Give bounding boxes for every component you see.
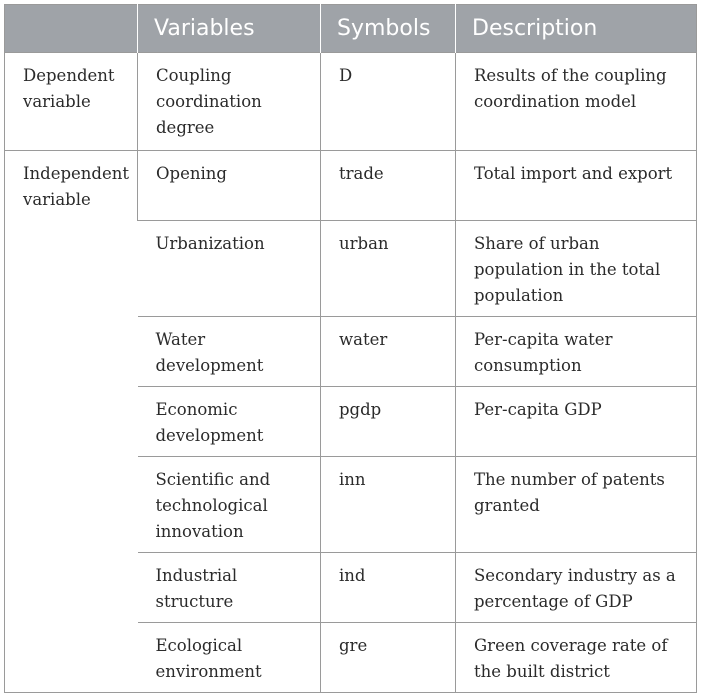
header-description: Description [456, 5, 697, 53]
description-cell: Secondary industry as a percentage of GDP [456, 553, 697, 623]
symbol-cell: water [321, 317, 456, 387]
symbol-cell: trade [321, 151, 456, 221]
table-row [5, 151, 697, 221]
description-cell: Green coverage rate of the built district [456, 623, 697, 693]
variable-cell: Urbanization [138, 221, 321, 317]
variable-cell: Opening [138, 151, 321, 221]
table-body [5, 53, 697, 693]
variable-cell: Coupling coordination degree [138, 53, 321, 151]
variables-table [4, 4, 697, 693]
header-variables: Variables [138, 5, 321, 53]
symbol-cell: inn [321, 457, 456, 553]
symbol-cell: gre [321, 623, 456, 693]
variable-cell: Water development [138, 317, 321, 387]
table-row [5, 53, 697, 151]
header-symbols: Symbols [321, 5, 456, 53]
group-label: Independent variable [5, 151, 138, 693]
variable-cell: Ecological environment [138, 623, 321, 693]
description-cell: Total import and export [456, 151, 697, 221]
header-blank [5, 5, 138, 53]
variable-cell: Economic development [138, 387, 321, 457]
description-cell: Results of the coupling coordination model [456, 53, 697, 151]
group-label: Dependent variable [5, 53, 138, 151]
variable-cell: Scientific and technological innovation [138, 457, 321, 553]
description-cell: Per-capita GDP [456, 387, 697, 457]
header-row [5, 5, 697, 53]
description-cell: The number of patents granted [456, 457, 697, 553]
symbol-cell: pgdp [321, 387, 456, 457]
symbol-cell: ind [321, 553, 456, 623]
symbol-cell: D [321, 53, 456, 151]
description-cell: Per-capita water consumption [456, 317, 697, 387]
symbol-cell: urban [321, 221, 456, 317]
variable-cell: Industrial structure [138, 553, 321, 623]
description-cell: Share of urban population in the total population [456, 221, 697, 317]
